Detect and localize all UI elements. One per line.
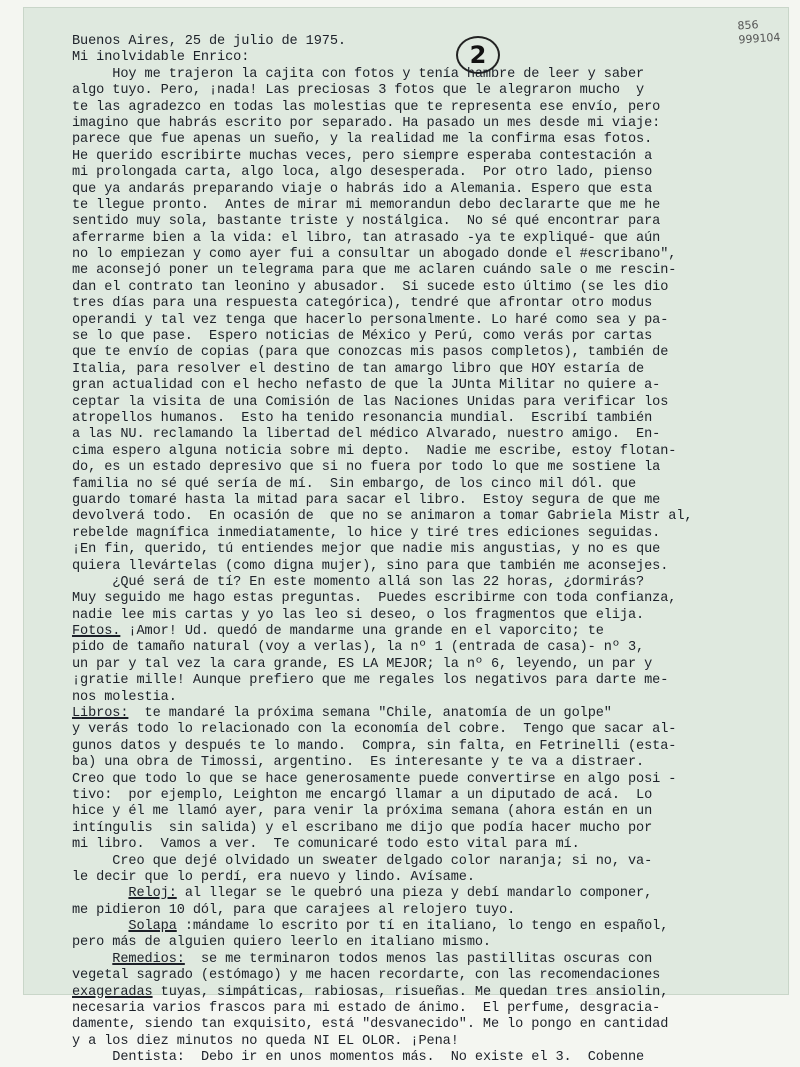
text-line: ceptar la visita de una Comisión de las Naciones Unidas para verificar los (72, 394, 669, 410)
remedios-line (72, 952, 792, 968)
letter-salutation: Mi inolvidable Enrico: (72, 50, 250, 66)
reloj-text: al llegar se le quebró una pieza y debí mandarlo componer, (176, 886, 653, 902)
text-line: Creo que dejé olvidado un sweater delgado color naranja; si no, va- (72, 853, 653, 869)
text-line: He querido escribirte muchas veces, pero siempre esperaba contestación a (72, 148, 653, 164)
text-line: ba) una obra de Timossi, argentino. Es interesante y te va a distraer. (72, 755, 645, 771)
remedios-label: Remedios: (112, 951, 185, 967)
text-line: do, es un estado depresivo que si no fuera por todo lo que me sostiene la (72, 460, 661, 476)
text-line: ¡gratie mille! Aunque prefiero que me regales los negativos para darte me- (72, 673, 669, 689)
text-line: intíngulis sin salida) y el escribano me dijo que podía hacer mucho por (72, 820, 653, 836)
text-line: ¡En fin, querido, tú entiendes mejor que nadie mis angustias, y no es que (72, 542, 661, 558)
letter-date: Buenos Aires, 25 de julio de 1975. (72, 34, 346, 49)
text-line: mi prolongada carta, algo loca, algo desesperada. Por otro lado, pienso (72, 165, 653, 181)
text-line: parece que fue apenas un sueño, y la realidad me la confirma esas fotos. (72, 132, 653, 148)
solapa-text: :mándame lo escrito por tí en italiano, lo tengo en español, (176, 919, 669, 935)
letter-body (72, 34, 792, 1067)
text-line: pido de tamaño natural (voy a verlas), la nº 1 (entrada de casa)- nº 3, (72, 640, 645, 656)
text-line: hice y él me llamó ayer, para venir la próxima semana (ahora están en un (72, 804, 653, 820)
fotos-text: ¡Amor! Ud. quedó de mandarme una grande en el vaporcito; te (120, 624, 604, 640)
text-line: rebelde magnífica inmediatamente, lo hice y tiré tres ediciones seguidas. (72, 525, 661, 541)
text-line: y verás todo lo relacionado con la economía del cobre. Tengo que sacar al- (72, 722, 677, 738)
page-number: 2 (456, 36, 500, 74)
text-line: imagino que habrás escrito por separado. Ha pasado un mes desde mi viaje: (72, 115, 661, 131)
margin-note-line: 999104 (738, 30, 781, 47)
reloj-label: Reloj: (128, 886, 177, 902)
text-line: Italia, para resolver el destino de tan amargo libro que HOY estaría de (72, 361, 645, 377)
text-line: tres días para una respuesta categórica), tendré que afrontar otro modus (72, 296, 653, 312)
exageradas-line (72, 985, 792, 1001)
libros-text: te mandaré la próxima semana "Chile, anatomía de un golpe" (128, 706, 612, 722)
text-line: gran actualidad con el hecho nefasto de que la JUnta Militar no quiere a- (72, 378, 661, 394)
dentista-line (72, 1050, 792, 1066)
reloj-line (72, 886, 792, 902)
text-line: te las agradezco en todas las molestias que te representa ese envío, pero (72, 99, 661, 115)
exageradas-word: exageradas (72, 984, 153, 1000)
text-line: familia no sé qué sería de mí. Sin embargo, de los cinco mil dól. que (72, 476, 637, 492)
text-line: que te envío de copias (para que conozcas mis pasos completos), también de (72, 345, 669, 361)
text-line: me aconsejó poner un telegrama para que me aclaren cuándo sale o me rescin- (72, 263, 677, 279)
text-line: nos molestia. (72, 689, 177, 705)
text-line: se lo que pase. Espero noticias de México y Perú, como verás por cartas (72, 329, 653, 345)
text-line: no lo empiezan y como ayer fui a consultar un abogado donde el #escribano", (72, 247, 677, 263)
text-line: quiera llevártelas (como digna mujer), sino para que también me aconsejes. (72, 558, 669, 574)
text-line: gunos datos y después te lo mando. Compra, sin falta, en Fetrinelli (esta- (72, 738, 677, 754)
solapa-label: Solapa (128, 919, 177, 935)
exageradas-text: tuyas, simpáticas, rabiosas, risueñas. Me quedan tres ansiolin, (152, 984, 669, 1000)
text-line: vegetal sagrado (estómago) y me hacen recordarte, con las recomendaciones (72, 968, 661, 984)
text-line: le decir que lo perdí, era nuevo y lindo. Avísame. (72, 869, 475, 885)
dentista-label: Dentista: (112, 1050, 185, 1066)
text-line: algo tuyo. Pero, ¡nada! Las preciosas 3 fotos que le alegraron mucho y (72, 83, 645, 99)
text-line: cima espero alguna noticia sobre mi depto. Nadie me escribe, estoy flotan- (72, 443, 677, 459)
text-line: un par y tal vez la cara grande, ES LA MEJOR; la nº 6, leyendo, un par y (72, 656, 653, 672)
text-line: Muy seguido me hago estas preguntas. Puedes escribirme con toda confianza, (72, 591, 677, 607)
text-line: pero más de alguien quiero leerlo en italiano mismo. (72, 935, 491, 951)
text-line: nadie lee mis cartas y yo las leo si deseo, o los fragmentos que elija. (72, 607, 645, 623)
libros-line (72, 706, 792, 722)
letter-paragraphs (72, 67, 792, 624)
solapa-line (72, 919, 792, 935)
text-line: mi libro. Vamos a ver. Te comunicaré todo esto vital para mí. (72, 837, 580, 853)
text-line: operandi y tal vez tenga que hacerlo personalmente. Lo haré como sea y pa- (72, 312, 669, 328)
text-line: dan el contrato tan leonino y abusador. Si sucede esto último (se les dio (72, 279, 669, 295)
text-line: que ya andarás preparando viaje o habrás ido a Alemania. Espero que esta (72, 181, 653, 197)
text-line: a las NU. reclamando la libertad del médico Alvarado, nuestro amigo. En- (72, 427, 661, 443)
margin-note-line: 856 (737, 18, 759, 33)
text-line: atropellos humanos. Esto ha tenido resonancia mundial. Escribí también (72, 410, 653, 426)
fotos-label: Fotos. (72, 624, 121, 640)
text-line: sentido muy sola, bastante triste y nostálgica. No sé qué encontrar para (72, 214, 661, 230)
fotos-line (72, 624, 792, 640)
text-line: Creo que todo lo que se hace generosamente puede convertirse en algo posi - (72, 771, 677, 787)
text-line: devolverá todo. En ocasión de que no se animaron a tomar Gabriela Mistr al, (72, 509, 693, 525)
libros-label: Libros: (72, 706, 129, 722)
text-line: guardo tomaré hasta la mitad para sacar el libro. Estoy segura de que me (72, 492, 661, 508)
text-line: Hoy me trajeron la cajita con fotos y tenía hambre de leer y saber (72, 66, 645, 82)
text-line: necesaria varios frascos para mi estado de ánimo. El perfume, desgracia- (72, 1001, 661, 1017)
remedios-text: se me terminaron todos menos las pastillitas oscuras con (184, 951, 653, 967)
text-line: aferrarme bien a la vida: el libro, tan atrasado -ya te expliqué- que aún (72, 230, 661, 246)
text-line: damente, siendo tan exquisito, está "desvanecido". Me lo pongo en cantidad (72, 1017, 669, 1033)
text-line: tivo: por ejemplo, Leighton me encargó llamar a un diputado de acá. Lo (72, 787, 653, 803)
text-line: te llegue pronto. Antes de mirar mi memorandun debo declararte que me he (72, 197, 661, 213)
dentista-text: Debo ir en unos momentos más. No existe el 3. Cobenne (184, 1050, 645, 1066)
text-line: me pidieron 10 dól, para que carajees al relojero tuyo. (72, 902, 516, 918)
text-line: ¿Qué será de tí? En este momento allá son las 22 horas, ¿dormirás? (72, 574, 645, 590)
text-line: y a los diez minutos no queda NI EL OLOR. ¡Pena! (72, 1033, 459, 1049)
